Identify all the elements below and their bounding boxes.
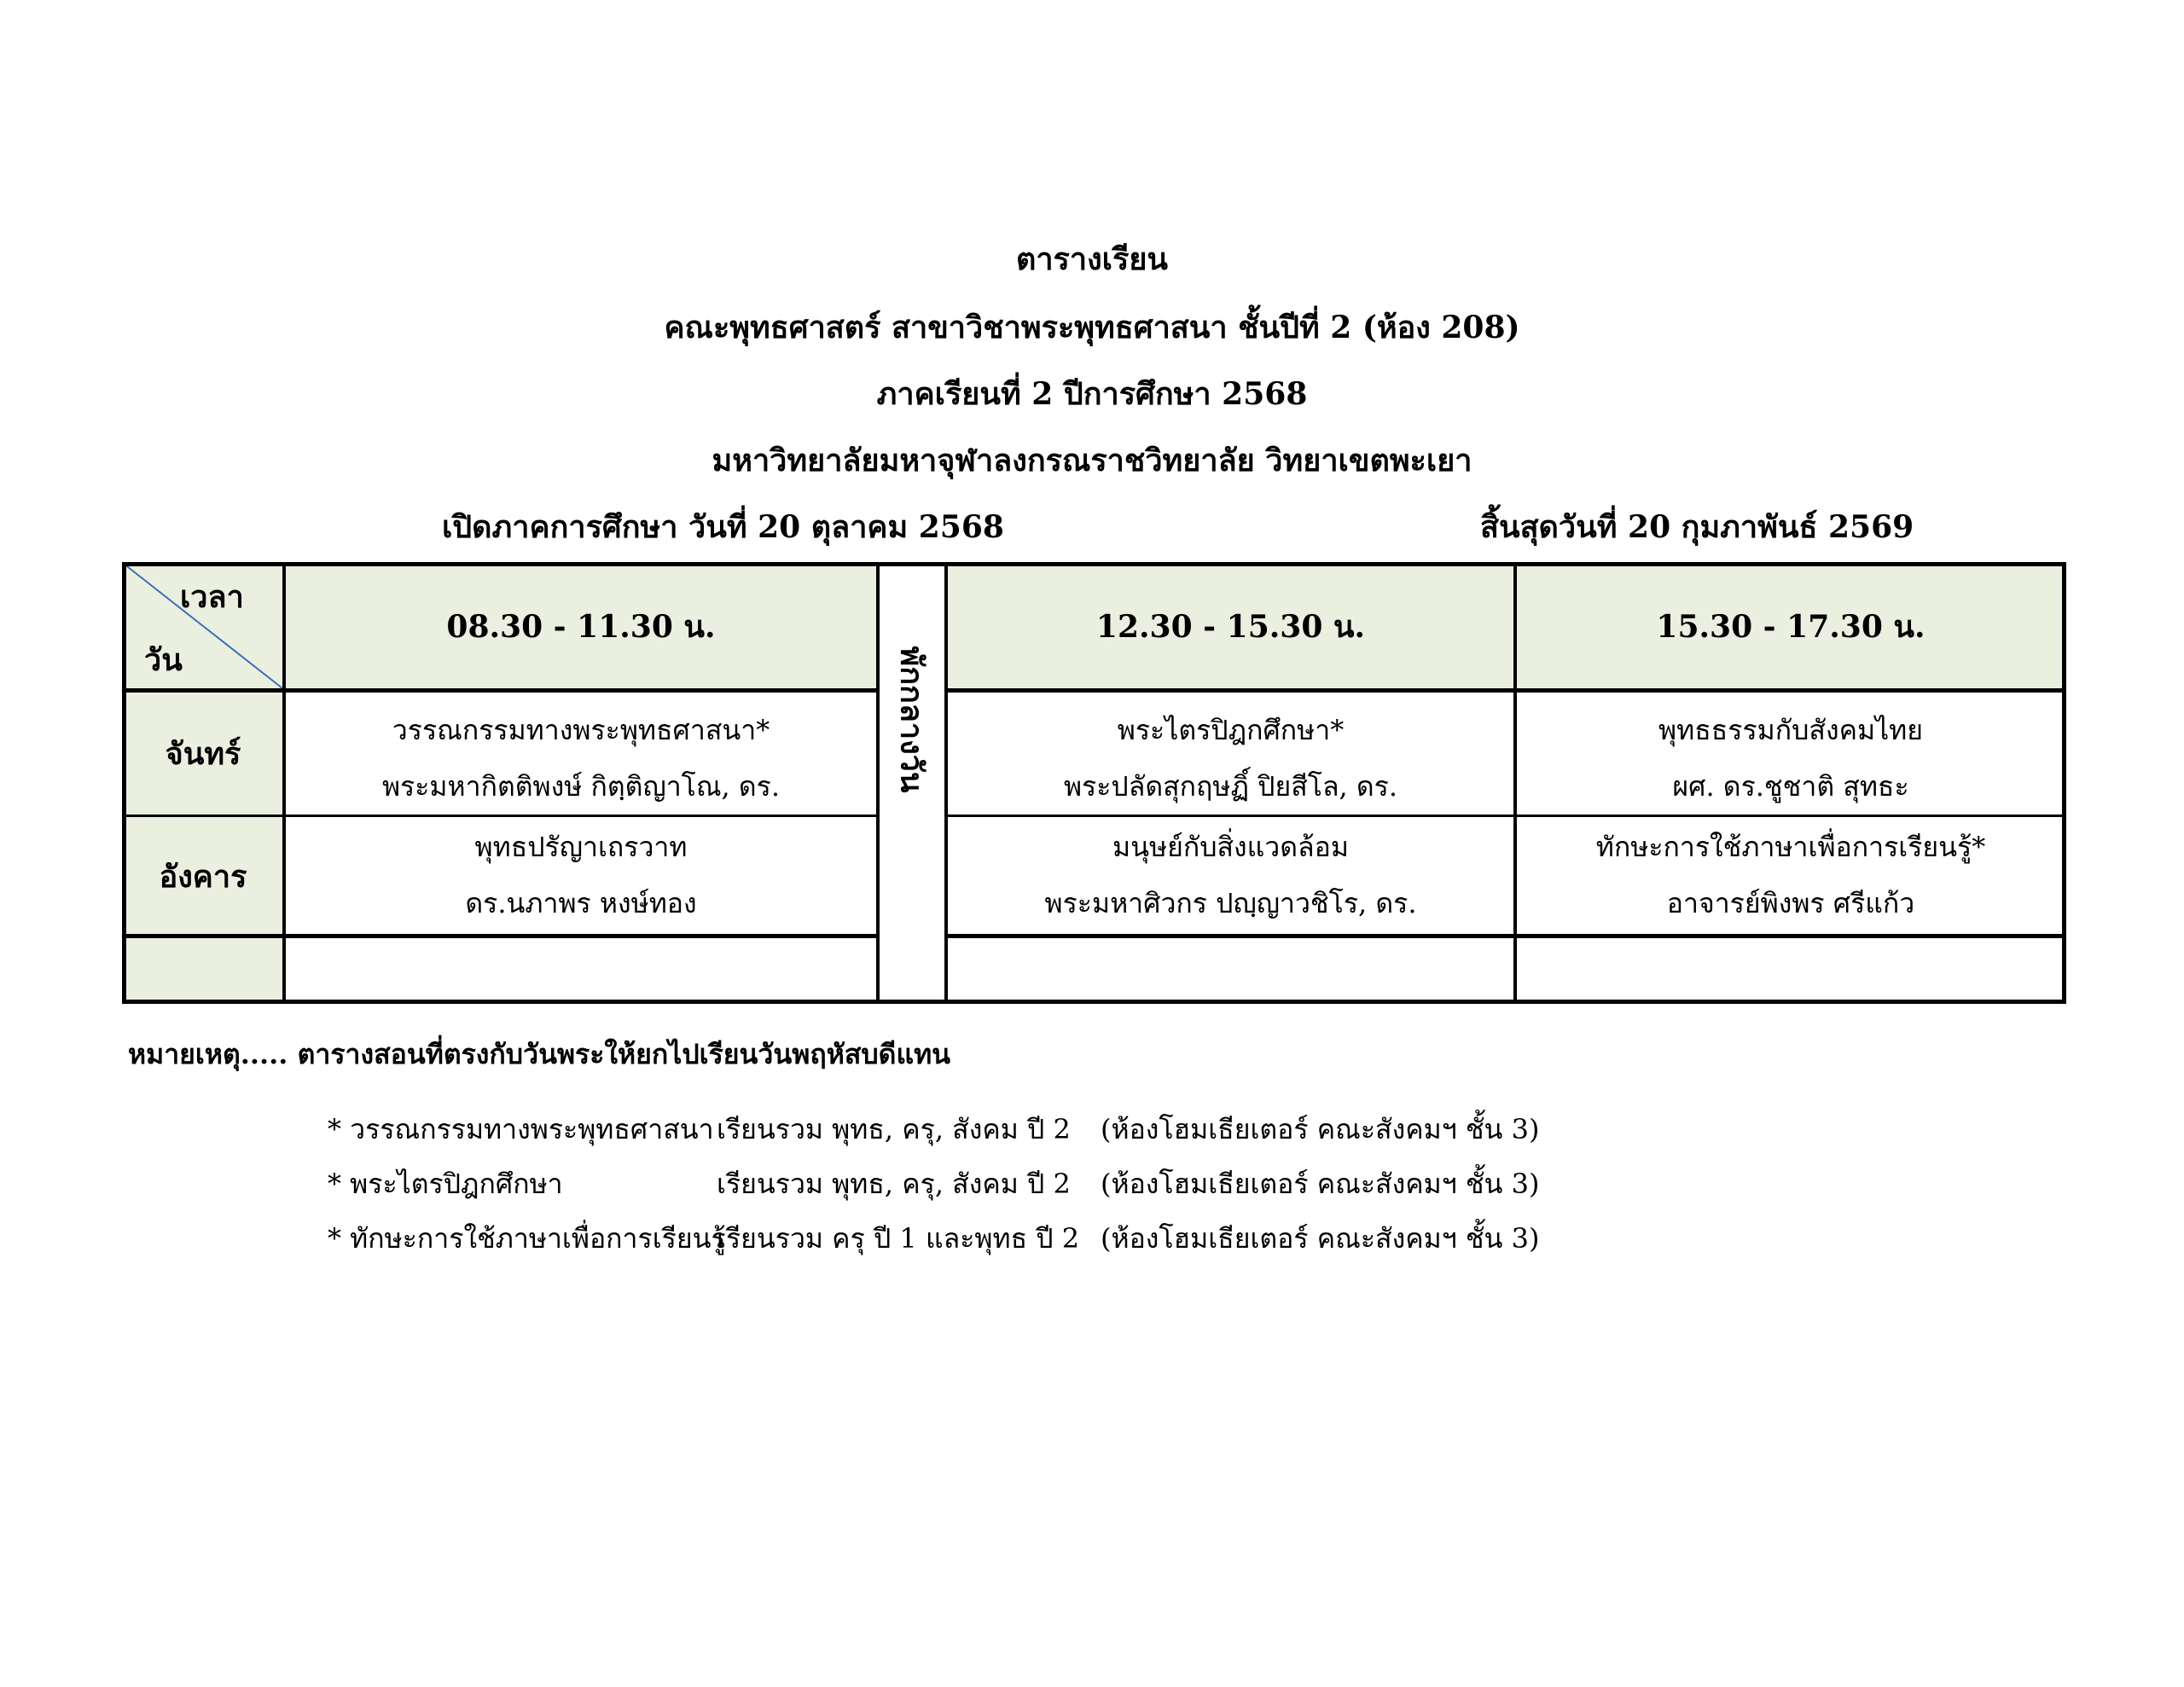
- course-cell: [946, 702, 1515, 815]
- course-teacher: พระมหาศิวกร ปญฺญาวชิโร, ดร.: [1044, 887, 1417, 919]
- table-border: [944, 562, 948, 1004]
- footnote-group: เรียนรวม พุทธ, ครุ, สังคม ปี 2: [717, 1168, 1071, 1200]
- table-border: [946, 934, 2066, 938]
- course-teacher: พระปลัดสุกฤษฏิ์ ปิยสีโล, ดร.: [1063, 770, 1398, 803]
- footnote-room: (ห้องโฮมเธียเตอร์ คณะสังคมฯ ชั้น 3): [1101, 1168, 1540, 1200]
- timetable: [122, 562, 2066, 1004]
- footnote-row: [0, 1165, 2184, 1203]
- footnote-group: เรียนรวม พุทธ, ครุ, สังคม ปี 2: [717, 1113, 1071, 1145]
- semester-open-date: เปิดภาคการศึกษา วันที่ 20 ตุลาคม 2568: [442, 509, 1004, 545]
- course-teacher: อาจารย์พิงพร ศรีแก้ว: [1666, 887, 1915, 919]
- table-border: [122, 562, 126, 1004]
- day-tuesday: อังคาร: [159, 858, 247, 895]
- corner-day-label: วัน: [144, 642, 183, 678]
- footnote-room: (ห้องโฮมเธียเตอร์ คณะสังคมฯ ชั้น 3): [1101, 1113, 1540, 1145]
- table-border: [122, 1000, 2066, 1004]
- corner-time-label: เวลา: [180, 579, 244, 615]
- course-name: พุทธธรรมกับสังคมไทย: [1658, 714, 1923, 746]
- footnote-group: เรียนรวม ครุ ปี 1 และพุทธ ปี 2: [717, 1222, 1080, 1255]
- table-border: [946, 688, 2066, 693]
- table-border: [122, 815, 878, 817]
- faculty-line: คณะพุทธศาสตร์ สาขาวิชาพระพุทธศาสนา ชั้นปีที่ 2 (ห้อง 208): [664, 310, 1520, 345]
- university-line: มหาวิทยาลัยมหาจุฬาลงกรณราชวิทยาลัย วิทยาเขตพะเยา: [712, 443, 1472, 478]
- table-border: [282, 562, 286, 1004]
- course-cell: [1515, 702, 2066, 815]
- table-border: [122, 562, 2066, 566]
- footnote-course: * วรรณกรรมทางพระพุทธศาสนา: [328, 1113, 714, 1145]
- footnote-course: * พระไตรปิฎกศึกษา: [328, 1168, 563, 1200]
- table-border: [1513, 562, 1517, 1004]
- footnote-course: * ทักษะการใช้ภาษาเพื่อการเรียนรู้: [328, 1222, 726, 1255]
- day-monday: จันทร์: [165, 735, 241, 772]
- course-name: ทักษะการใช้ภาษาเพื่อการเรียนรู้*: [1595, 831, 1986, 863]
- table-border: [876, 562, 880, 1004]
- time-slot-1: 08.30 - 11.30 น.: [446, 608, 716, 645]
- footnote-room: (ห้องโฮมเธียเตอร์ คณะสังคมฯ ชั้น 3): [1101, 1222, 1540, 1255]
- time-slot-3: 15.30 - 17.30 น.: [1656, 608, 1926, 645]
- schedule-title: ตารางเรียน: [1015, 241, 1169, 277]
- course-cell: [284, 819, 878, 931]
- course-name: วรรณกรรมทางพระพุทธศาสนา*: [392, 714, 770, 746]
- table-border: [122, 688, 878, 693]
- course-teacher: ผศ. ดร.ชูชาติ สุทธะ: [1672, 770, 1909, 803]
- lunch-break-label: พักกลางวัน: [893, 645, 930, 793]
- table-border: [946, 815, 2066, 817]
- course-teacher: พระมหากิตติพงษ์ กิตฺติญาโณ, ดร.: [381, 770, 781, 803]
- lunch-break-column: [878, 562, 946, 1004]
- course-name: พุทธปรัญาเถรวาท: [474, 831, 688, 863]
- course-teacher: ดร.นภาพร หงษ์ทอง: [465, 887, 697, 919]
- footnote-row: [0, 1110, 2184, 1148]
- footnote-row: [0, 1220, 2184, 1257]
- table-border: [2062, 562, 2066, 1004]
- semester-line: ภาคเรียนที่ 2 ปีการศึกษา 2568: [876, 376, 1308, 412]
- remark-note: หมายเหตุ..... ตารางสอนที่ตรงกับวันพระให้ยกไปเรียนวันพฤหัสบดีแทน: [128, 1038, 951, 1070]
- course-name: มนุษย์กับสิ่งแวดล้อม: [1112, 831, 1349, 863]
- time-slot-2: 12.30 - 15.30 น.: [1095, 608, 1366, 645]
- table-border: [122, 934, 878, 938]
- semester-end-date: สิ้นสุดวันที่ 20 กุมภาพันธ์ 2569: [1480, 509, 1914, 545]
- course-cell: [946, 819, 1515, 931]
- course-cell: [1515, 819, 2066, 931]
- course-cell: [284, 702, 878, 815]
- course-name: พระไตรปิฎกศึกษา*: [1117, 714, 1345, 746]
